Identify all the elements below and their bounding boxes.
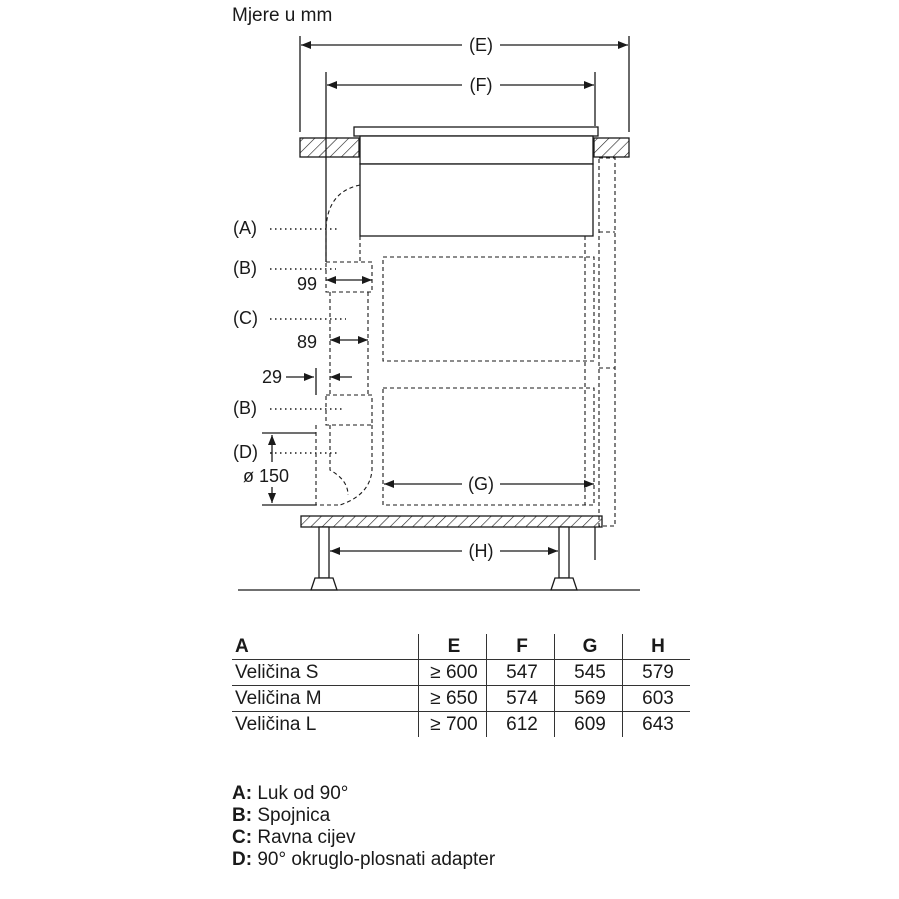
table-cell: 574: [487, 686, 555, 712]
label-e: (E): [469, 35, 493, 55]
table-header-cell: A: [232, 634, 419, 660]
table-cell: ≥ 600: [419, 660, 487, 686]
table-cell: Veličina L: [235, 713, 317, 735]
table-row: [232, 660, 690, 686]
table-cell: ≥ 650: [419, 686, 487, 712]
parts-legend: [232, 783, 495, 871]
svg-text:ø 150: ø 150: [243, 466, 290, 486]
dimension-89: [297, 332, 368, 352]
table-header-cell: F: [487, 634, 555, 660]
svg-text:89: 89: [297, 332, 318, 352]
label-g: (G): [468, 474, 494, 494]
table-cell: Veličina S: [232, 660, 419, 686]
legend-item: C: Ravna cijev: [232, 827, 356, 848]
table-row: [232, 686, 690, 712]
svg-text:(C): (C): [233, 308, 258, 328]
table-header-cell: G: [555, 634, 623, 660]
table-header-cell: E: [419, 634, 487, 660]
table-cell: Veličina M: [232, 686, 419, 712]
dimension-g: [384, 474, 594, 494]
callout-d: [233, 442, 340, 462]
svg-text:(D): (D): [233, 442, 258, 462]
cabinet-legs: [311, 527, 577, 590]
dimension-e: [300, 35, 629, 132]
callout-c: [233, 308, 346, 328]
cabinet-base: [301, 516, 602, 527]
cooktop: [354, 127, 598, 236]
table-cell: 579: [623, 660, 691, 686]
dimension-99: [297, 274, 372, 294]
table-cell: 603: [623, 686, 691, 712]
callout-a: [233, 218, 340, 238]
table-cell: 612: [487, 712, 555, 738]
svg-text:(B): (B): [233, 258, 258, 278]
label-h: (H): [468, 541, 494, 561]
dimension-table: [232, 634, 690, 737]
callout-b-lower: [233, 398, 344, 418]
svg-text:(A): (A): [233, 218, 258, 238]
legend-item: A: Luk od 90°: [232, 783, 349, 804]
table-cell: 643: [623, 712, 691, 738]
legend-item: D: 90° okruglo-plosnati adapter: [232, 849, 496, 870]
label-f: (F): [469, 75, 493, 95]
table-cell: 569: [555, 686, 623, 712]
dimension-29: [262, 367, 352, 395]
svg-text:(B): (B): [233, 398, 258, 418]
unit-title: Mjere u mm: [232, 5, 333, 26]
table-cell: 547: [487, 660, 555, 686]
table-cell: 545: [555, 660, 623, 686]
svg-text:99: 99: [297, 274, 318, 294]
table-cell: 609: [555, 712, 623, 738]
legend-item: B: Spojnica: [232, 805, 331, 826]
callout-b-upper: [233, 258, 336, 278]
table-cell: ≥ 700: [419, 712, 487, 738]
dimension-h: [330, 527, 595, 561]
svg-text:29: 29: [262, 367, 283, 387]
table-row: [232, 712, 690, 738]
table-header-cell: H: [623, 634, 691, 660]
table-header-row: [232, 634, 690, 660]
